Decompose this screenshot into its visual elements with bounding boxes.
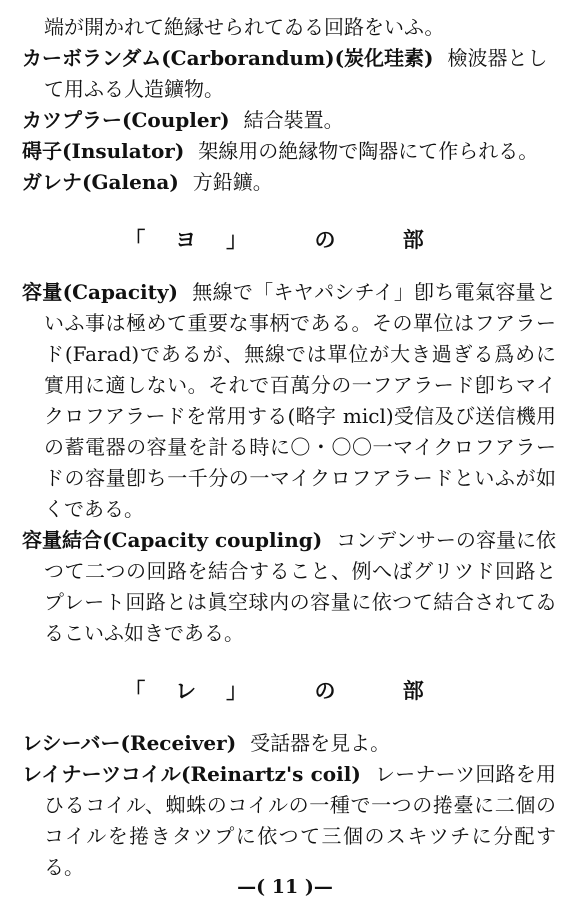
entry-capacity <box>22 277 556 525</box>
continued-text: 端が開かれて絶縁せられてゐる回路をいふ。 <box>44 15 445 39</box>
def-galena: 方鉛鑛。 <box>192 170 273 194</box>
entry-reinartz-coil <box>22 759 556 883</box>
term-receiver: レシーバー(Receiver) <box>22 731 237 755</box>
def-receiver: 受話器を見よ。 <box>250 731 391 755</box>
entry-capacity-coupling <box>22 525 556 649</box>
term-reinartz-coil: レイナーツコイル(Reinartz's coil) <box>22 762 361 786</box>
def-carborundum: 檢波器として用ふる人造鑛物。 <box>44 46 548 101</box>
term-capacity: 容量(Capacity) <box>22 280 178 304</box>
page-number: —( 11 )— <box>237 876 333 898</box>
entry-insulator <box>22 136 556 167</box>
def-capacity-coupling: コンデンサーの容量に依つて二つの回路を結合すること、例へばグリツド回路とプレート回路とは眞空球内の容量に依つて結合されてゐるこいふ如きである。 <box>44 528 556 645</box>
def-insulator: 架線用の絶縁物で陶器にて作られる。 <box>198 139 539 163</box>
entry-coupler <box>22 105 556 136</box>
def-capacity: 無線で「キヤパシチイ」卽ち電氣容量といふ事は極めて重要な事柄である。その單位はフアラード(Farad)であるが、無線では單位が大き過ぎる爲めに實用に適しない。それで百萬分の一フアラード卽ちマイクロフアラードを常用する(略字 micl)受信及び送信機用の蓄電器の容量を計る時に〇・〇〇一マイクロフアラードの容量卽ち一千分の一マイクロフアラードといふが如くである。 <box>44 280 556 521</box>
continued-definition <box>22 12 556 43</box>
entry-receiver <box>22 728 556 759</box>
term-coupler: カツプラー(Coupler) <box>22 108 230 132</box>
def-coupler: 結合裝置。 <box>243 108 344 132</box>
def-reinartz-coil: レーナーツ回路を用ひるコイル、蜘蛛のコイルの一種で一つの捲臺に二個のコイルを捲きタツプに依つて三個のスキツチに分配する。 <box>44 762 556 879</box>
section-heading-re: 「レ」 の 部 <box>124 678 454 703</box>
term-capacity-coupling: 容量結合(Capacity coupling) <box>22 528 323 552</box>
term-carborundum: カーボランダム(Carborandum)(炭化珪素) <box>22 46 434 70</box>
section-heading-yo: 「ヨ」 の 部 <box>124 227 454 252</box>
term-insulator: 碍子(Insulator) <box>22 139 185 163</box>
entry-carborundum <box>22 43 556 105</box>
entry-galena <box>22 167 556 198</box>
term-galena: ガレナ(Galena) <box>22 170 179 194</box>
